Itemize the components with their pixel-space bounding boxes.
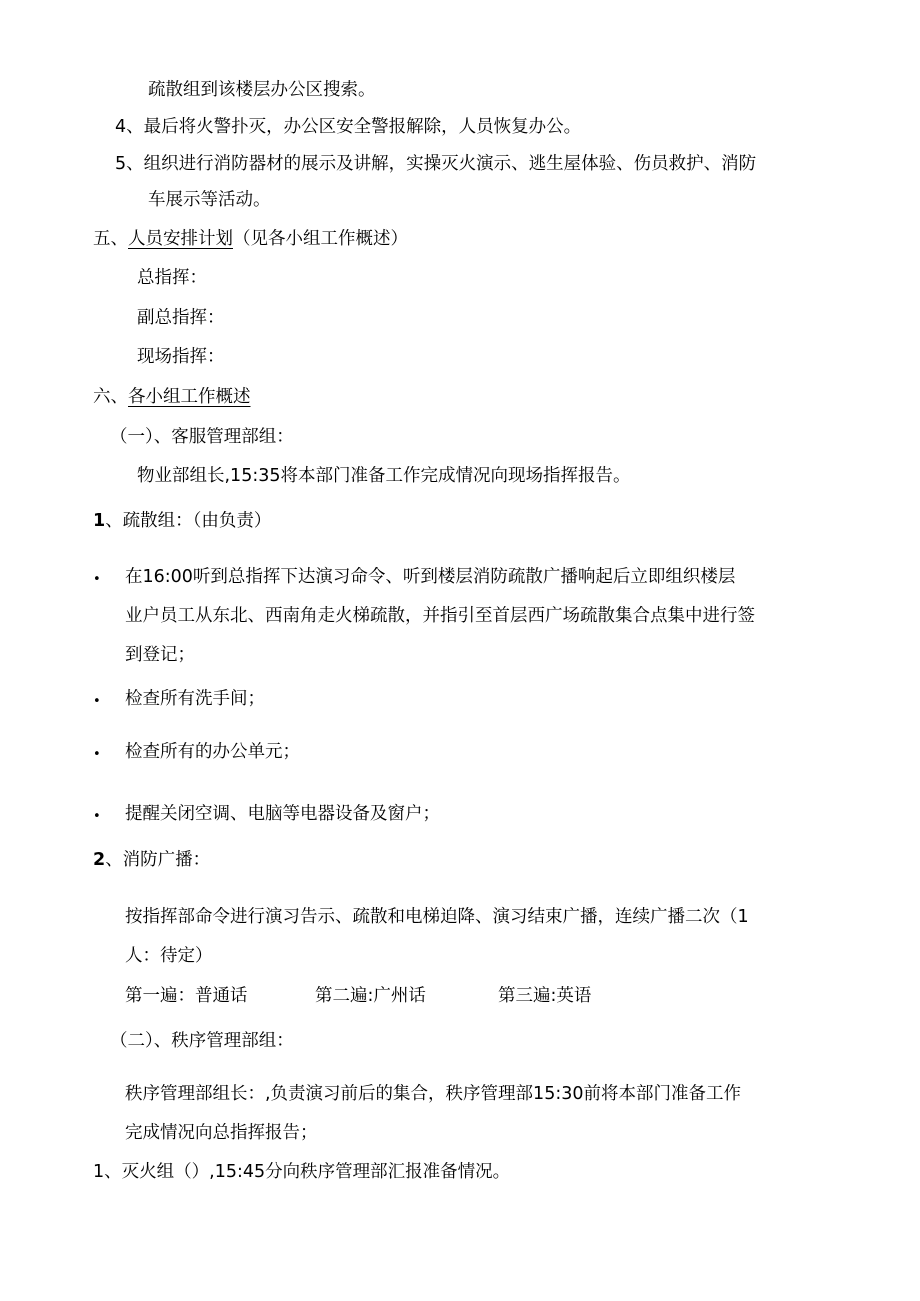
bullet-marker: • xyxy=(93,809,101,824)
section-6-prefix: 六、 xyxy=(93,387,128,407)
evacuation-group-title: 、疏散组：（由负责） xyxy=(105,511,272,531)
role-deputy-commander: 副总指挥： xyxy=(137,308,225,328)
bullet-marker: • xyxy=(93,572,101,587)
broadcast-text-line1: 按指挥部命令进行演习告示、疏散和电梯迫降、演习结束广播，连续广播二次（1 xyxy=(125,907,749,927)
section-5-heading xyxy=(93,225,408,253)
group-1-intro: 物业部组长,15:35将本部门准备工作完成情况向现场指挥报告。 xyxy=(137,466,631,486)
broadcast-group-heading xyxy=(93,846,210,874)
broadcast-text-line2: 人：待定） xyxy=(125,946,213,966)
role-chief-commander: 总指挥： xyxy=(137,268,207,288)
section-6-title: 各小组工作概述 xyxy=(128,387,251,407)
language-third: 第三遍:英语 xyxy=(498,986,592,1006)
language-first: 第一遍：普通话 xyxy=(125,986,248,1006)
broadcast-group-number: 2 xyxy=(93,850,106,870)
language-second: 第二遍:广州话 xyxy=(315,986,426,1006)
section-6-heading xyxy=(93,383,251,411)
group-2-heading: （二）、秩序管理部组： xyxy=(110,1031,294,1051)
evacuation-group-heading xyxy=(93,507,271,535)
section-5-title: 人员安排计划 xyxy=(128,229,233,249)
bullet-4: 提醒关闭空调、电脑等电器设备及窗户； xyxy=(125,804,440,824)
bullet-3: 检查所有的办公单元； xyxy=(125,742,300,762)
broadcast-group-title: 、消防广播： xyxy=(105,850,211,870)
group-1-heading: （一）、客服管理部组： xyxy=(110,427,294,447)
role-site-commander: 现场指挥： xyxy=(137,347,225,367)
bullet-2: 检查所有洗手间； xyxy=(125,689,265,709)
bullet-1-line2: 业户员工从东北、西南角走火梯疏散，并指引至首层西广场疏散集合点集中进行签 xyxy=(125,606,755,626)
group-2-intro-line2: 完成情况向总指挥报告； xyxy=(125,1123,318,1143)
bullet-1-line3: 到登记； xyxy=(125,645,195,665)
bullet-1-line1: 在16:00听到总指挥下达演习命令、听到楼层消防疏散广播响起后立即组织楼层 xyxy=(125,567,736,587)
fire-fighting-group: 1、灭火组（）,15:45分向秩序管理部汇报准备情况。 xyxy=(93,1162,511,1182)
evacuation-group-number: 1 xyxy=(93,511,106,531)
item-5-line2: 车展示等活动。 xyxy=(148,190,271,210)
broadcast-languages xyxy=(125,982,591,1010)
group-2-intro-line1: 秩序管理部组长：,负责演习前后的集合，秩序管理部15:30前将本部门准备工作 xyxy=(125,1084,741,1104)
item-4: 4、最后将火警扑灭，办公区安全警报解除，人员恢复办公。 xyxy=(115,117,582,137)
section-5-note: （见各小组工作概述） xyxy=(233,229,408,249)
bullet-marker: • xyxy=(93,747,101,762)
section-5-prefix: 五、 xyxy=(93,229,128,249)
evacuation-continued-line: 疏散组到该楼层办公区搜索。 xyxy=(148,80,376,100)
bullet-marker: • xyxy=(93,694,101,709)
item-5-line1: 5、组织进行消防器材的展示及讲解，实操灭火演示、逃生屋体验、伤员救护、消防 xyxy=(115,154,757,174)
